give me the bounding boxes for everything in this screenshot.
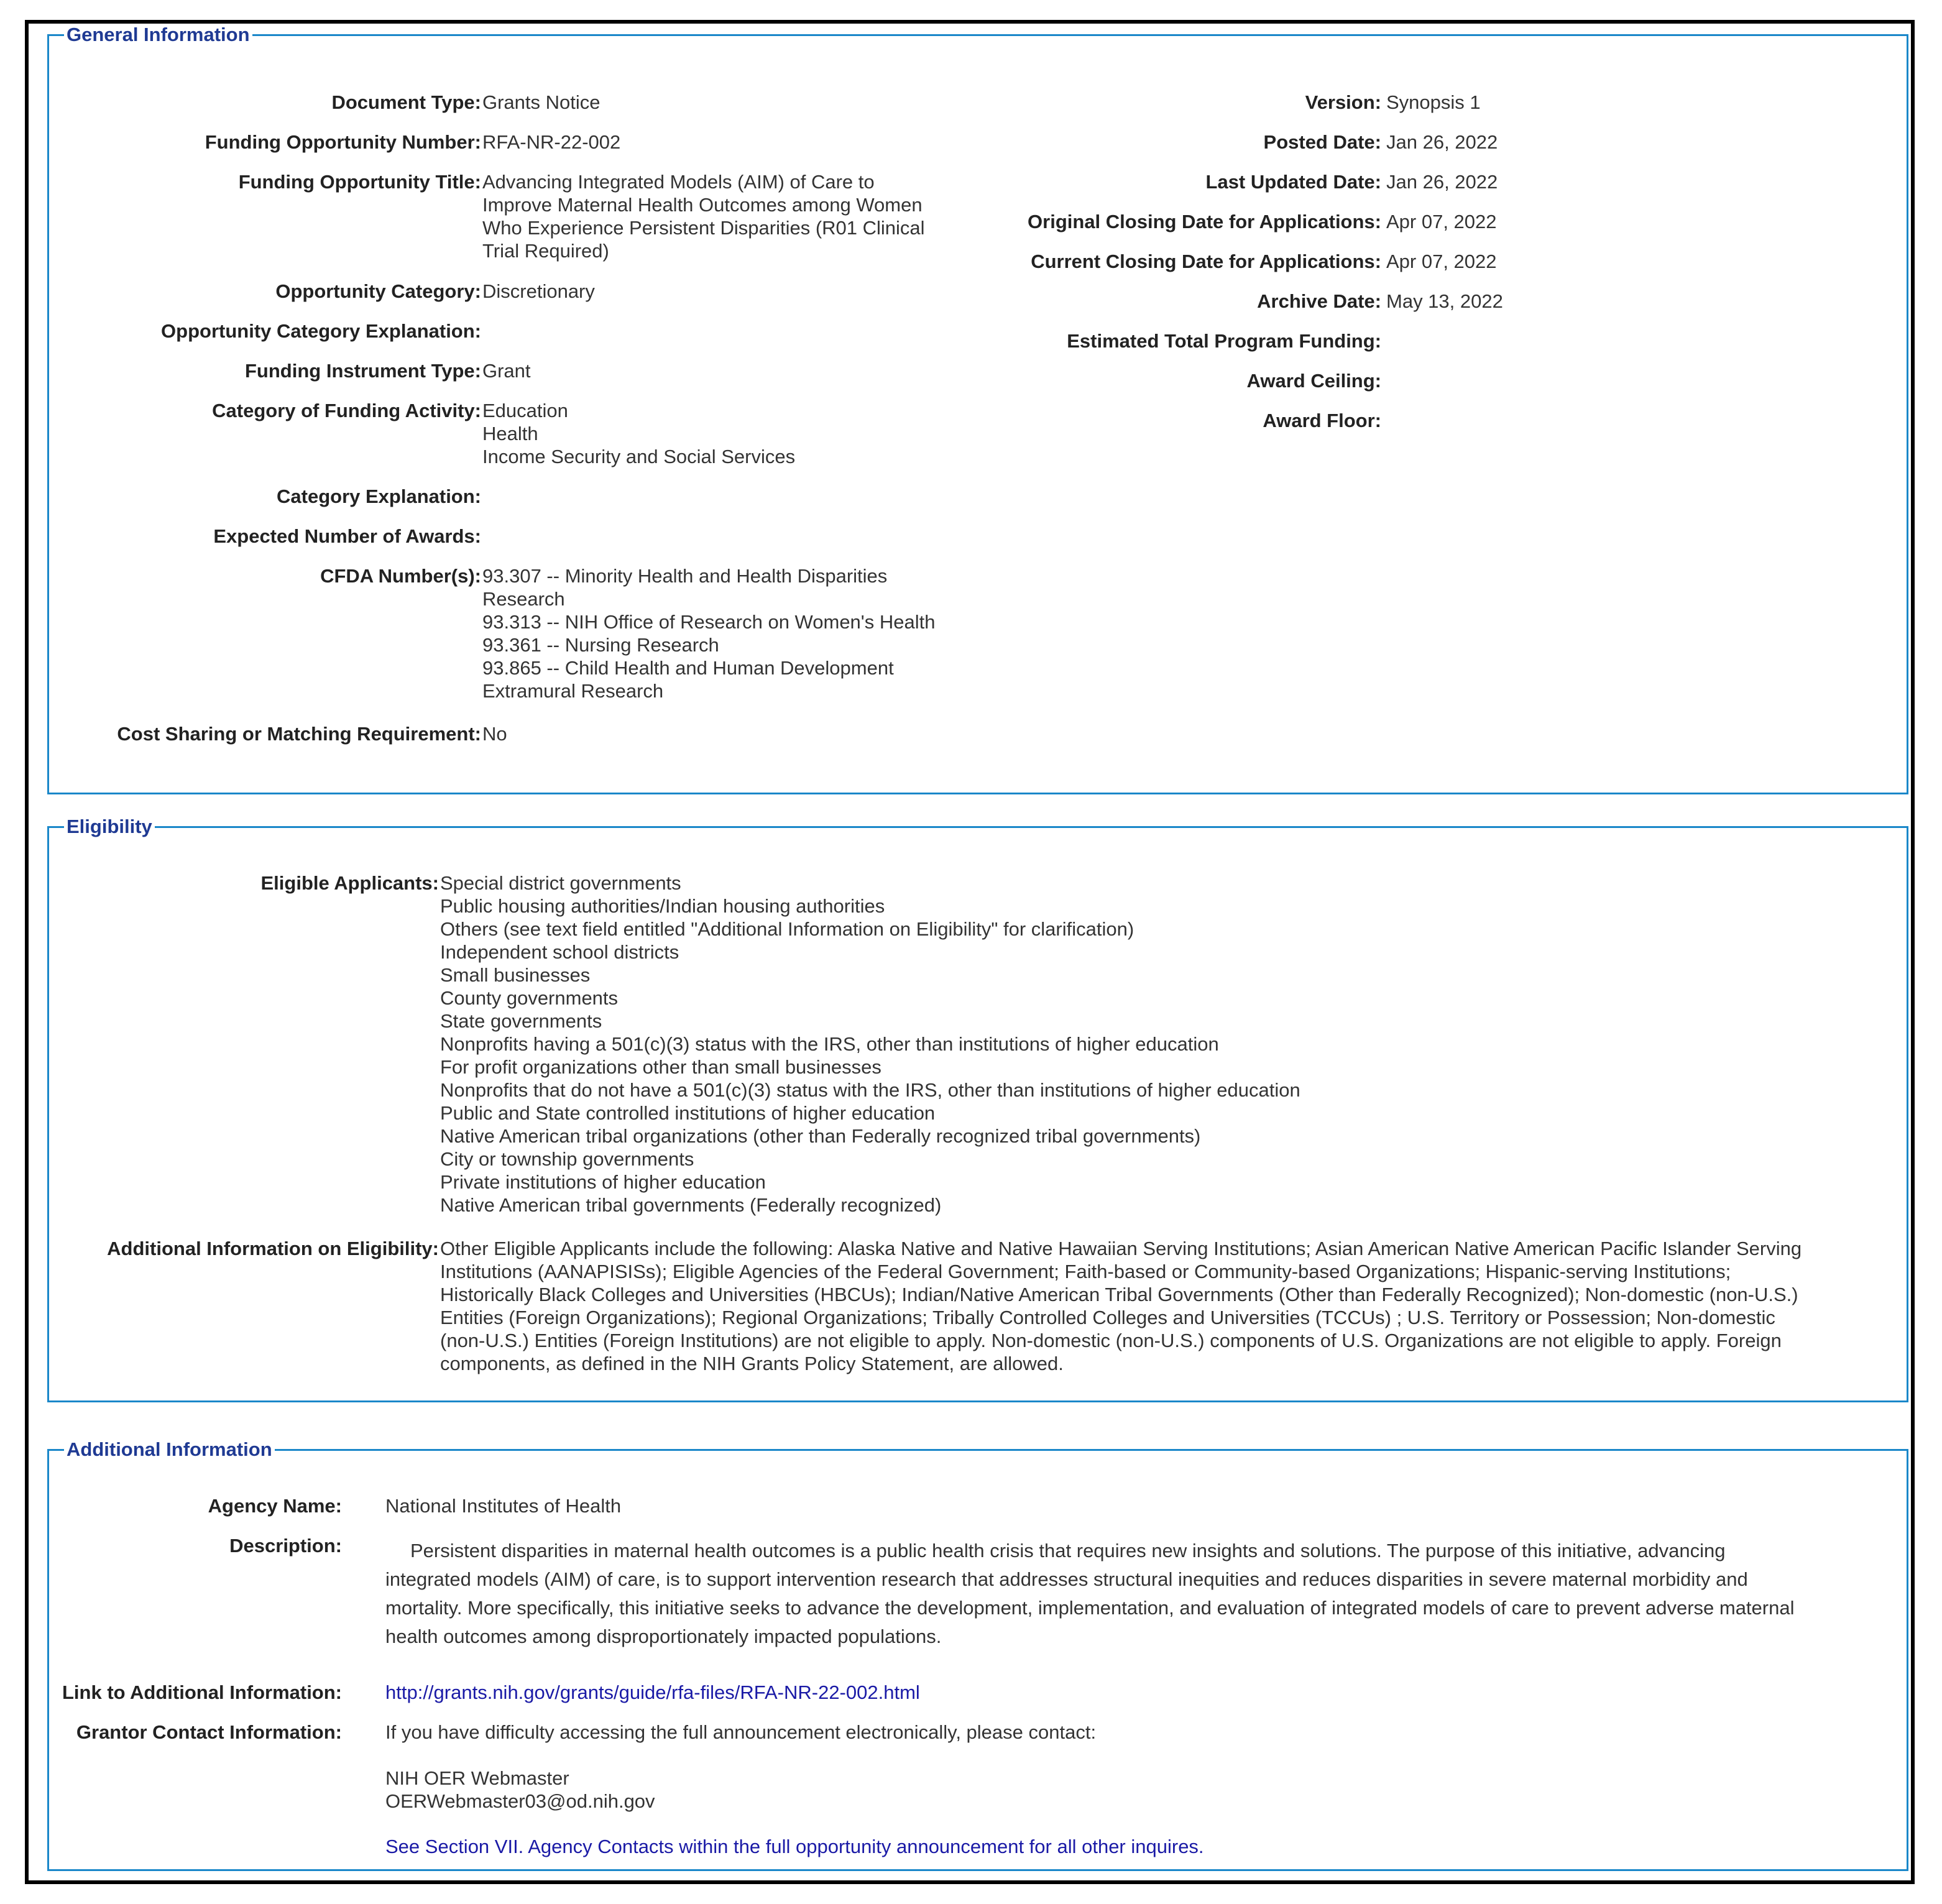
description-label: Description:	[229, 1535, 342, 1557]
eligible-applicants-list	[440, 872, 1300, 1216]
posted-date-value: Jan 26, 2022	[1386, 131, 1498, 153]
original-closing-date-label: Original Closing Date for Applications:	[1028, 211, 1381, 232]
cost-sharing-label: Cost Sharing or Matching Requirement:	[117, 723, 481, 745]
document-type-value: Grants Notice	[482, 91, 601, 113]
list-item: Native American tribal governments (Federally recognized)	[440, 1194, 942, 1216]
current-closing-date-label: Current Closing Date for Applications:	[1031, 251, 1381, 272]
award-ceiling-label: Award Ceiling:	[1246, 370, 1381, 392]
opportunity-category-label: Opportunity Category:	[275, 280, 481, 302]
current-closing-date-value: Apr 07, 2022	[1386, 251, 1497, 272]
list-item: Native American tribal organizations (other than Federally recognized tribal governments)	[440, 1125, 1201, 1147]
award-floor-label: Award Floor:	[1263, 410, 1381, 431]
additional-eligibility-label: Additional Information on Eligibility:	[107, 1238, 439, 1259]
funding-instrument-type-value: Grant	[482, 360, 531, 382]
category-explanation-label: Category Explanation:	[277, 485, 481, 507]
expected-number-of-awards-label: Expected Number of Awards:	[213, 525, 481, 547]
additional-information-legend: Additional Information	[67, 1438, 272, 1460]
additional-info-link[interactable]: http://grants.nih.gov/grants/guide/rfa-files/RFA-NR-22-002.html	[385, 1681, 920, 1703]
document-type-label: Document Type:	[331, 91, 481, 113]
funding-instrument-type-label: Funding Instrument Type:	[244, 360, 481, 382]
funding-opportunity-title-label: Funding Opportunity Title:	[238, 171, 481, 193]
general-information-legend: General Information	[67, 24, 250, 45]
funding-opportunity-number-label: Funding Opportunity Number:	[205, 131, 481, 153]
cfda-numbers-label: CFDA Number(s):	[320, 565, 481, 587]
additional-eligibility-text: Other Eligible Applicants include the following: Alaska Native and Native Hawaiian Serving Institutions; Asian American Native American Pacific Islander Serving Institutions (AANAPISISs); Eligible Agencies of the Federal Government; Faith-based or Community-based Organizations; Hispanic-serving Institutions; Historically Black Colleges and Universities (HBCUs); Indian/Native American Tribal Governments (Other than Federally Recognized); Non-domestic (non-U.S.) Entities (Foreign Organizations); Regional Organizations; Tribally Controlled Colleges and Universities (TCCUs) ; U.S. Territory or Possession; Non-domestic (non-U.S.) Entities (Foreign Institutions) are not eligible to apply. Non-domestic (non-U.S.) components of U.S. Organizations are not eligible to apply. Foreign components, as defined in the NIH Grants Policy Statement, are allowed.	[440, 1238, 1802, 1374]
funding-opportunity-title-value: Advancing Integrated Models (AIM) of Care to Improve Maternal Health Outcomes among Women Who Experience Persistent Disparities (R01 Clinical Trial Required)	[482, 171, 925, 262]
opportunity-category-explanation-label: Opportunity Category Explanation:	[161, 320, 481, 342]
list-item: State governments	[440, 1010, 602, 1032]
cost-sharing-value: No	[482, 723, 507, 745]
description-text: Persistent disparities in maternal health outcomes is a public health crisis that requires new insights and solutions. The purpose of this initiative, advancing integrated models (AIM) of care, is to support intervention research that addresses structural inequities and reduces disparities in severe maternal morbidity and mortality. More specifically, this initiative seeks to advance the development, implementation, and evaluation of integrated models of care to prevent adverse maternal health outcomes among disproportionately impacted populations.	[385, 1540, 1795, 1647]
agency-name-label: Agency Name:	[208, 1495, 342, 1517]
list-item: Others (see text field entitled "Additional Information on Eligibility" for clarification)	[440, 918, 1134, 940]
grantor-contact-details	[385, 1767, 655, 1813]
list-item: Nonprofits that do not have a 501(c)(3) status with the IRS, other than institutions of higher education	[440, 1079, 1300, 1101]
list-item: Nonprofits having a 501(c)(3) status with the IRS, other than institutions of higher education	[440, 1033, 1219, 1055]
estimated-total-funding-label: Estimated Total Program Funding:	[1067, 330, 1381, 352]
list-item: For profit organizations other than small businesses	[440, 1056, 881, 1078]
grantor-contact-label: Grantor Contact Information:	[76, 1721, 342, 1743]
list-item: Public housing authorities/Indian housing authorities	[440, 895, 885, 917]
archive-date-label: Archive Date:	[1257, 290, 1381, 312]
eligibility-legend: Eligibility	[67, 816, 152, 837]
link-label: Link to Additional Information:	[62, 1681, 342, 1703]
contact-email: OERWebmaster03@od.nih.gov	[385, 1790, 655, 1812]
last-updated-date-label: Last Updated Date:	[1205, 171, 1381, 193]
additional-info-link-wrapper	[385, 1681, 920, 1704]
agency-name-value: National Institutes of Health	[385, 1495, 622, 1517]
original-closing-date-value: Apr 07, 2022	[1386, 211, 1497, 232]
list-item: County governments	[440, 987, 619, 1009]
category-of-funding-activity-value: Education Health Income Security and Social Services	[482, 400, 796, 467]
archive-date-value: May 13, 2022	[1386, 290, 1503, 312]
funding-opportunity-number-value: RFA-NR-22-002	[482, 131, 621, 153]
list-item: Independent school districts	[440, 941, 679, 963]
list-item: Public and State controlled institutions of higher education	[440, 1102, 936, 1124]
content-frame	[25, 20, 1915, 1884]
list-item: Small businesses	[440, 964, 591, 986]
list-item: Special district governments	[440, 872, 681, 894]
posted-date-label: Posted Date:	[1263, 131, 1381, 153]
last-updated-date-value: Jan 26, 2022	[1386, 171, 1498, 193]
category-of-funding-activity-label: Category of Funding Activity:	[212, 400, 481, 421]
eligible-applicants-label: Eligible Applicants:	[260, 872, 439, 894]
see-section-wrapper	[385, 1835, 1204, 1858]
list-item: Private institutions of higher education	[440, 1171, 766, 1193]
list-item: City or township governments	[440, 1148, 694, 1170]
contact-name: NIH OER Webmaster	[385, 1767, 569, 1789]
grantor-contact-intro: If you have difficulty accessing the full announcement electronically, please contact:	[385, 1721, 1097, 1743]
version-value: Synopsis 1	[1386, 91, 1481, 113]
opportunity-category-value: Discretionary	[482, 280, 595, 302]
version-label: Version:	[1305, 91, 1381, 113]
cfda-numbers-value: 93.307 -- Minority Health and Health Disparities Research 93.313 -- NIH Office of Research on Women's Health 93.361 -- Nursing Research 93.865 -- Child Health and Human Development Extramural Research	[482, 565, 936, 702]
see-section-link[interactable]: See Section VII. Agency Contacts within the full opportunity announcement for all other inquires.	[385, 1836, 1204, 1857]
